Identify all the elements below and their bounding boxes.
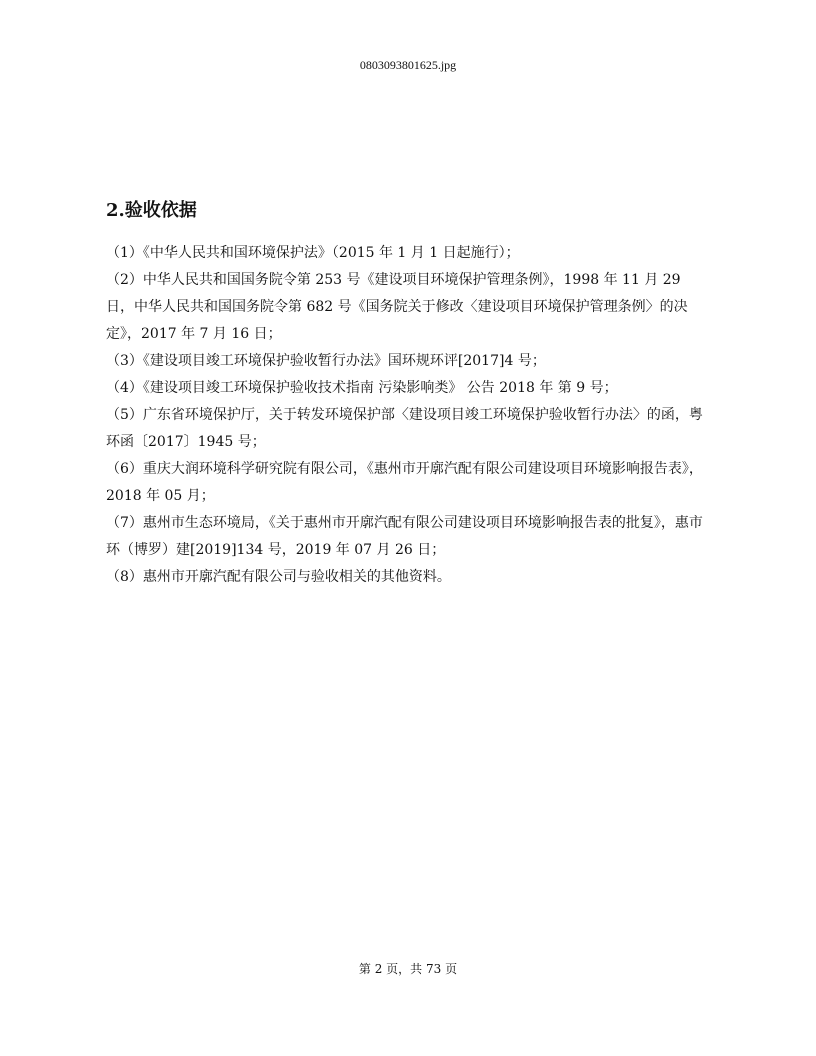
list-item: （7）惠州市生态环境局，《关于惠州市开廓汽配有限公司建设项目环境影响报告表的批复》，惠市环（博罗）建[2019]134 号，2019 年 07 月 26 日； [106,515,703,558]
list-item: （3）《建设项目竣工环境保护验收暂行办法》国环规环评[2017]4 号； [106,353,546,369]
list-item: （2）中华人民共和国国务院令第 253 号《建设项目环境保护管理条例》，1998 年 11 月 29 日，中华人民共和国国务院令第 682 号《国务院关于修改〈建设项目环境保护管理条例〉的决定》，2017 年 7 月 16 日； [106,272,688,342]
section-heading: 2.验收依据 [106,200,197,221]
list-item: （5）广东省环境保护厅，关于转发环境保护部〈建设项目竣工环境保护验收暂行办法〉的函，粤环函〔2017〕1945 号； [106,407,703,450]
page-number: 第 2 页，共 73 页 [358,962,458,976]
list-item: （4）《建设项目竣工环境保护验收技术指南 污染影响类》 公告 2018 年 第 9 号； [106,380,618,396]
header-filename: 0803093801625.jpg [359,58,457,72]
list-item: （8）惠州市开廓汽配有限公司与验收相关的其他资料。 [106,569,451,585]
acceptance-basis-list [106,240,710,591]
list-item: （6）重庆大润环境科学研究院有限公司，《惠州市开廓汽配有限公司建设项目环境影响报告表》，2018 年 05 月； [106,461,703,504]
list-item: （1）《中华人民共和国环境保护法》（2015 年 1 月 1 日起施行）； [106,245,520,261]
